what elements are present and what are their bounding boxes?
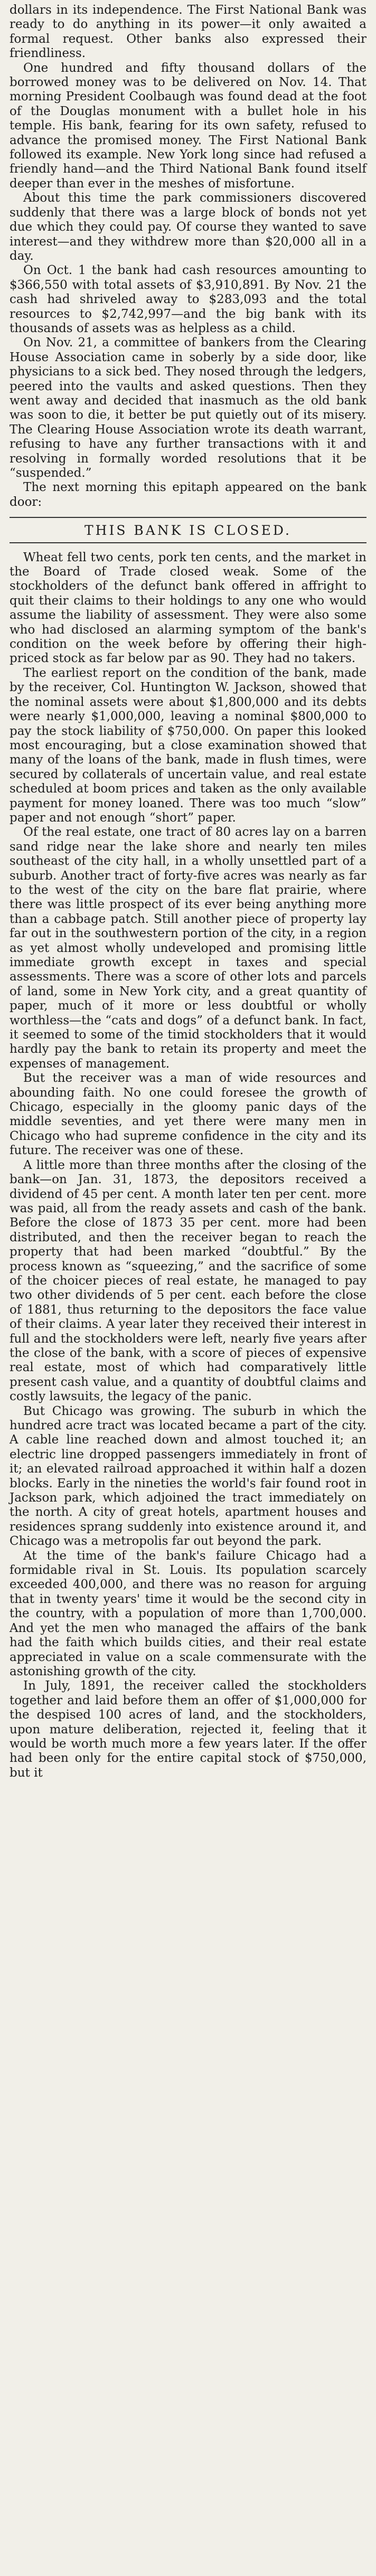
paragraph-epitaph-intro: The next morning this epitaph appeared on the bank door: (10, 480, 366, 509)
paragraph-1891-offer: In July, 1891, the receiver called the stockholders together and laid before them an offer of $1,000,000 for the despised 100 acres of land, and the stockholders, upon mature deliberation, rejected it, feeling that it would be worth much more a few years later. If the offer had been only for the entire capital stock of $750,000, but it (10, 1679, 366, 1780)
paragraph-market-reaction: Wheat fell two cents, pork ten cents, and the market in the Board of Trade closed weak. Some of the stockholders of the defunct bank offered in affright to quit their claims to their holdings to any one who would assume the liability of assessment. They were also some who had disclosed an alarming symptom of the bank's condition on the week before by offering their high-priced stock as far below par as 90. They had no takers. (10, 550, 366, 666)
paragraph-chicago-growing: But Chicago was growing. The suburb in which the hundred acre tract was located became a part of the city. A cable line reached down and almost touched it; an electric line dropped passengers immediately in front of it; an elevated railroad approached it within half a dozen blocks. Early in the nineties the world's fair found root in Jackson park, which adjoined the tract immediately on the north. A city of great hotels, apartment houses and residences sprang suddenly into existence around it, and Chicago was a metropolis far out beyond the park. (10, 1404, 366, 1549)
paragraph-receiver-faith: But the receiver was a man of wide resources and abounding faith. No one could foresee the growth of Chicago, especially in the gloomy panic days of the middle seventies, and yet there were many men in Chicago who had supreme confidence in the city and its future. The receiver was one of these. (10, 1071, 366, 1158)
paragraph-dividends: A little more than three months after the closing of the bank—on Jan. 31, 1873, the depositors received a dividend of 45 per cent. A month later ten per cent. more was paid, all from the ready assets and cash of the bank. Before the close of 1873 35 per cent. more had been distributed, and then the receiver began to reach the property that had been marked “doubtful.” By the process known as “squeezing,” and the sacrifice of some of the choicer pieces of real estate, he managed to pay two other dividends of 5 per cent. each before the close of 1881, thus returning to the depositors the face value of their claims. A year later they received their interest in full and the stockholders were left, nearly five years after the close of the bank, with a score of pieces of expensive real estate, most of which had comparatively little present cash value, and a quantity of doubtful claims and costly lawsuits, the legacy of the panic. (10, 1158, 366, 1404)
paragraph-continuation: dollars in its independence. The First National Bank was ready to do anything in its power—it only awaited a formal request. Other banks also expressed their friendliness. (10, 3, 366, 61)
paragraph-real-estate: Of the real estate, one tract of 80 acres lay on a barren sand ridge near the lake shore and nearly ten miles southeast of the city hall, in a wholly unsettled part of a suburb. Another tract of forty-five acres was nearly as far to the west of the city on the bare flat prairie, where there was little prospect of its ever being anything more than a cabbage patch. Still another piece of property lay far out in the southwestern portion of the city, in a region as yet almost wholly undeveloped and promising little immediate growth except in taxes and special assessments. There was a score of other lots and parcels of land, some in New York city, and a great quantity of paper, much of it more or less doubtful or wholly worthless—the “cats and dogs” of a defunct bank. In fact, it seemed to some of the timid stockholders that it would hardly pay the bank to retain its property and meet the expenses of management. (10, 825, 366, 1071)
paragraph-coolbaugh-death: One hundred and fifty thousand dollars of the borrowed money was to be delivered on Nov. 14. That morning President Coolbaugh was found dead at the foot of the Douglas monument with a bullet hole in his temple. His bank, fearing for its own safety, refused to advance the promised money. The First National Bank followed its example. New York long since had refused a friendly hand—and the Third National Bank found itself deeper than ever in the meshes of misfortune. (10, 61, 366, 191)
bank-closed-notice: THIS BANK IS CLOSED. (10, 517, 366, 543)
paragraph-st-louis-rival: At the time of the bank's failure Chicago had a formidable rival in St. Louis. Its population scarcely exceeded 400,000, and there was no reason for arguing that in twenty years' time it would be the second city in the country, with a population of more than 1,700,000. And yet the men who managed the affairs of the bank had the faith which builds cities, and their real estate appreciated in value on a scale commensurate with the astonishing growth of the city. (10, 1549, 366, 1678)
paragraph-receiver-report: The earliest report on the condition of the bank, made by the receiver, Col. Huntington W. Jackson, showed that the nominal assets were about $1,800,000 and its debts were nearly $1,000,000, leaving a nominal $800,000 to pay the stock liability of $750,000. On paper this looked most encouraging, but a close examination showed that many of the loans of the bank, made in flush times, were secured by collaterals of uncertain value, and real estate scheduled at boom prices and taken as the only available payment for money loaned. There was too much “slow” paper and not enough “short” paper. (10, 666, 366, 825)
paragraph-clearing-house: On Nov. 21, a committee of bankers from the Clearing House Association came in soberly by a side door, like physicians to a sick bed. They nosed through the ledgers, peered into the vaults and asked questions. Then they went away and decided that inasmuch as the old bank was soon to die, it better be put quietly out of its misery. The Clearing House Association wrote its death warrant, refusing to have any further transactions with it and resolving in formally worded resolutions that it be “suspended.” (10, 336, 366, 480)
paragraph-cash-resources: On Oct. 1 the bank had cash resources amounting to $366,550 with total assets of $3,910,891. By Nov. 21 the cash had shriveled away to $283,093 and the total resources to $2,742,997—and the big bank with its thousands of assets was as helpless as a child. (10, 263, 366, 335)
paragraph-park-commissioners: About this time the park commissioners discovered suddenly that there was a large block of bonds not yet due which they could pay. Of course they wanted to save interest—and they withdrew more than $20,000 all in a day. (10, 191, 366, 263)
